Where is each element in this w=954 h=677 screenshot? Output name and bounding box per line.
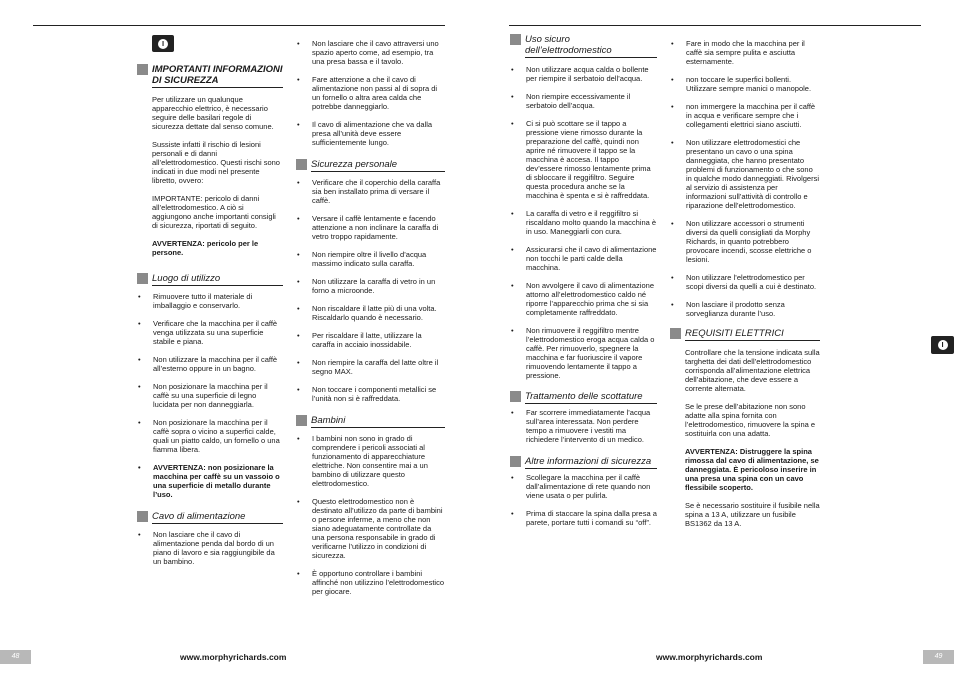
list-item: • Verificare che il coperchio della caraffa sia ben installato prima di versare il caffè.	[296, 178, 445, 205]
list-item: • Non toccare i componenti metallici se l’unità non si è raffreddata.	[296, 385, 445, 403]
list-item: • Prima di staccare la spina dalla presa a parete, portare tutti i comandi su “off”.	[510, 509, 657, 527]
list-item: • Non utilizzare la caraffa di vetro in un forno a microonde.	[296, 277, 445, 295]
list-item: • Non lasciare che il cavo attraversi uno spazio aperto come, ad esempio, tra una presa bassa e il tavolo.	[296, 39, 445, 66]
top-rule-left	[33, 25, 445, 26]
list-item: • Non lasciare il prodotto senza sorveglianza durante l’uso.	[670, 300, 820, 318]
language-badge-left	[152, 35, 174, 52]
bullet-list	[296, 178, 445, 403]
footer-url-left: www.morphyrichards.com	[180, 652, 287, 662]
list-item: • non toccare le superfici bollenti. Utilizzare sempre manici o manopole.	[670, 75, 820, 93]
paragraph: Sussiste infatti il rischio di lesioni personali e di danni all’elettrodomestico. Questi rischi sono indicati in due modi nel presente libretto, ovvero:	[152, 140, 280, 185]
paragraph: Controllare che la tensione indicata sulla targhetta dei dati dell’elettrodomestico corrisponda all’alimentazione elettrica dell’abitazione, che deve essere a corrente alternata.	[685, 348, 820, 393]
list-item: • Non lasciare che il cavo di alimentazione penda dal bordo di un piano di lavoro e sia raggiungibile da un bambino.	[137, 530, 283, 566]
column-left	[137, 64, 283, 575]
list-item: • Non riempire eccessivamente il serbatoio dell’acqua.	[510, 92, 657, 110]
language-badge-letter: I	[158, 39, 168, 49]
bullet-list	[296, 434, 445, 596]
section-bambini	[296, 415, 445, 428]
section-marker-icon	[510, 391, 521, 402]
list-item: • Non utilizzare accessori o strumenti diversi da quelli consigliati da Morphy Richards, in quanto potrebbero provocare incendi, scosse elettriche o lesioni.	[670, 219, 820, 264]
bullet-list	[510, 65, 657, 380]
section-marker-icon	[137, 511, 148, 522]
section-title: Luogo di utilizzo	[152, 273, 283, 286]
page-number-left: 48	[0, 650, 31, 664]
list-item: • Non riempire la caraffa del latte oltre il segno MAX.	[296, 358, 445, 376]
language-badge-letter: I	[938, 340, 948, 350]
list-item: • Scollegare la macchina per il caffè dall’alimentazione di rete quando non viene usata o per pulirla.	[510, 473, 657, 500]
list-item: • Fare in modo che la macchina per il caffè sia sempre pulita e asciutta esternamente.	[670, 39, 820, 66]
list-item: • Non riempire oltre il livello d’acqua massimo indicato sulla caraffa.	[296, 250, 445, 268]
list-item: • Far scorrere immediatamente l’acqua sull’area interessata. Non perdere tempo a rimuovere i vestiti ma richiedere l’intervento di un medico.	[510, 408, 657, 444]
list-item: • La caraffa di vetro e il reggifiltro si riscaldano molto quando la macchina è in uso. Maneggiarli con cura.	[510, 209, 657, 236]
list-item: • Questo elettrodomestico non è destinato all’utilizzo da parte di bambini o persone inferme, a meno che non siano adeguatamente controllate da una persona responsabile in grado di verificarne l’utilizzo in condizioni di sicurezza.	[296, 497, 445, 560]
list-item: • Verificare che la macchina per il caffè venga utilizzata su una superficie stabile e piana.	[137, 319, 283, 346]
list-item: • È opportuno controllare i bambini affinché non utilizzino l’elettrodomestico per giocare.	[296, 569, 445, 596]
list-item: • Non rimuovere il reggifiltro mentre l’elettrodomestico eroga acqua calda o caffè. Per rimuoverlo, spegnere la macchina e far fuoriuscire il vapore rimuovendo lentamente il tappo a pressione.	[510, 326, 657, 380]
section-marker-icon	[510, 456, 521, 467]
section-body	[137, 95, 283, 257]
list-item: • Assicurarsi che il cavo di alimentazione non tocchi le parti calde della macchina.	[510, 245, 657, 272]
section-marker-icon	[510, 34, 521, 45]
paragraph: Se le prese dell’abitazione non sono adatte alla spina fornita con l’elettrodomestico, rimuovere la spina e sostituirla con una adatta.	[685, 402, 816, 438]
section-title: IMPORTANTI INFORMAZIONI DI SICUREZZA	[152, 64, 283, 86]
section-title: Altre informazioni di sicurezza	[525, 456, 657, 469]
list-item: • Ci si può scottare se il tappo a pressione viene rimosso durante la preparazione del caffè, quindi non aprire né rimuovere il tappo se la macchina è accesa. Il tappo dev’essere rimosso lentamente prima di sbloccare il reggifiltro. Seguire questa procedura anche se la macchina è spenta e si è raffreddata.	[510, 119, 657, 200]
section-requisiti	[670, 328, 820, 341]
section-title: Sicurezza personale	[311, 159, 445, 172]
section-title: Uso sicuro dell’elettrodomestico	[525, 34, 657, 58]
list-item: • Non utilizzare elettrodomestici che presentano un cavo o una spina danneggiata, che hanno presentato problemi di funzionamento o che sono in qualche modo danneggiati. Rivolgersi al servizio di assistenza per informazioni sull’attività di controllo e riparazione dell’elettrodomestico.	[670, 138, 820, 210]
column-middle	[296, 39, 445, 605]
bullet-list	[510, 408, 657, 444]
list-item: • I bambini non sono in grado di comprendere i pericoli associati al funzionamento di apparecchiature elettriche. Non consentire mai a un bambino di utilizzare questo elettrodomestico.	[296, 434, 445, 488]
list-item: • Versare il caffè lentamente e facendo attenzione a non inclinare la caraffa di vetro troppo rapidamente.	[296, 214, 445, 241]
list-item: • Fare attenzione a che il cavo di alimentazione non passi al di sopra di un fornello o altra area calda che potrebbe danneggiarlo.	[296, 75, 445, 111]
section-uso	[510, 34, 657, 58]
top-rule-right	[509, 25, 921, 26]
section-marker-icon	[296, 415, 307, 426]
bullet-list	[510, 473, 657, 527]
section-marker-icon	[137, 273, 148, 284]
footer-url-right: www.morphyrichards.com	[656, 652, 763, 662]
section-marker-icon	[670, 328, 681, 339]
list-item: • non immergere la macchina per il caffè in acqua e verificare sempre che i collegamenti elettrici siano asciutti.	[670, 102, 820, 129]
section-title: Trattamento delle scottature	[525, 391, 657, 404]
section-title: Cavo di alimentazione	[152, 511, 283, 524]
list-item: • Rimuovere tutto il materiale di imballaggio e conservarlo.	[137, 292, 283, 310]
language-badge-right	[931, 336, 954, 354]
list-item: • Non utilizzare la macchina per il caffè all’esterno oppure in un bagno.	[137, 355, 283, 373]
paragraph-warning: AVVERTENZA: pericolo per le persone.	[152, 239, 259, 257]
list-item: • Non posizionare la macchina per il caffè sopra o vicino a superfici calde, quali un piatto caldo, un fornello o una fiamma libera.	[137, 418, 283, 454]
paragraph: IMPORTANTE: pericolo di danni all’elettrodomestico. A ciò si aggiungono anche importanti consigli di sicurezza, riportati di seguito.	[152, 194, 276, 230]
list-item: • Non avvolgere il cavo di alimentazione attorno all’elettrodomestico caldo né riporre l’apparecchio prima che si sia completamente raffreddato.	[510, 281, 657, 317]
list-item: • Non riscaldare il latte più di una volta. Riscaldarlo quando è necessario.	[296, 304, 445, 322]
bullet-list	[137, 530, 283, 566]
list-item: • Non utilizzare l’elettrodomestico per scopi diversi da quelli a cui è destinato.	[670, 273, 820, 291]
bullet-list	[670, 39, 820, 318]
section-cavo	[137, 511, 283, 524]
column-right-1	[510, 34, 657, 536]
bullet-list	[296, 39, 445, 147]
section-marker-icon	[137, 64, 148, 75]
paragraph: Per utilizzare un qualunque apparecchio elettrico, è necessario seguire delle basilari regole di sicurezza dettate dal senso comune.	[152, 95, 274, 131]
list-item-warning: • AVVERTENZA: non posizionare la macchina per caffè su un vassoio o una superficie di metallo durante l’uso.	[137, 463, 283, 499]
bullet-list	[137, 292, 283, 499]
section-luogo	[137, 273, 283, 286]
list-item: • Il cavo di alimentazione che va dalla presa all’unità deve essere sufficientemente lungo.	[296, 120, 445, 147]
section-title: REQUISITI ELETTRICI	[685, 328, 820, 341]
section-marker-icon	[296, 159, 307, 170]
list-item: • Non posizionare la macchina per il caffè su una superficie di legno lucidata per non danneggiarla.	[137, 382, 283, 409]
section-scottature	[510, 391, 657, 404]
paragraph: Se è necessario sostituire il fusibile nella spina a 13 A, utilizzare un fusibile BS1362 da 13 A.	[685, 501, 820, 528]
paragraph-warning: AVVERTENZA: Distruggere la spina rimossa dal cavo di alimentazione, se danneggiata. È pericoloso inserire in una presa una spina con un cavo flessibile scoperto.	[685, 447, 819, 492]
section-important	[137, 64, 283, 88]
section-body	[670, 348, 820, 528]
list-item: • Per riscaldare il latte, utilizzare la caraffa in acciaio inossidabile.	[296, 331, 445, 349]
section-sicurezza	[296, 159, 445, 172]
column-right-2	[670, 39, 820, 537]
section-altre	[510, 456, 657, 469]
page-number-right: 49	[923, 650, 954, 664]
list-item: • Non utilizzare acqua calda o bollente per riempire il serbatoio dell’acqua.	[510, 65, 657, 83]
section-title: Bambini	[311, 415, 445, 428]
